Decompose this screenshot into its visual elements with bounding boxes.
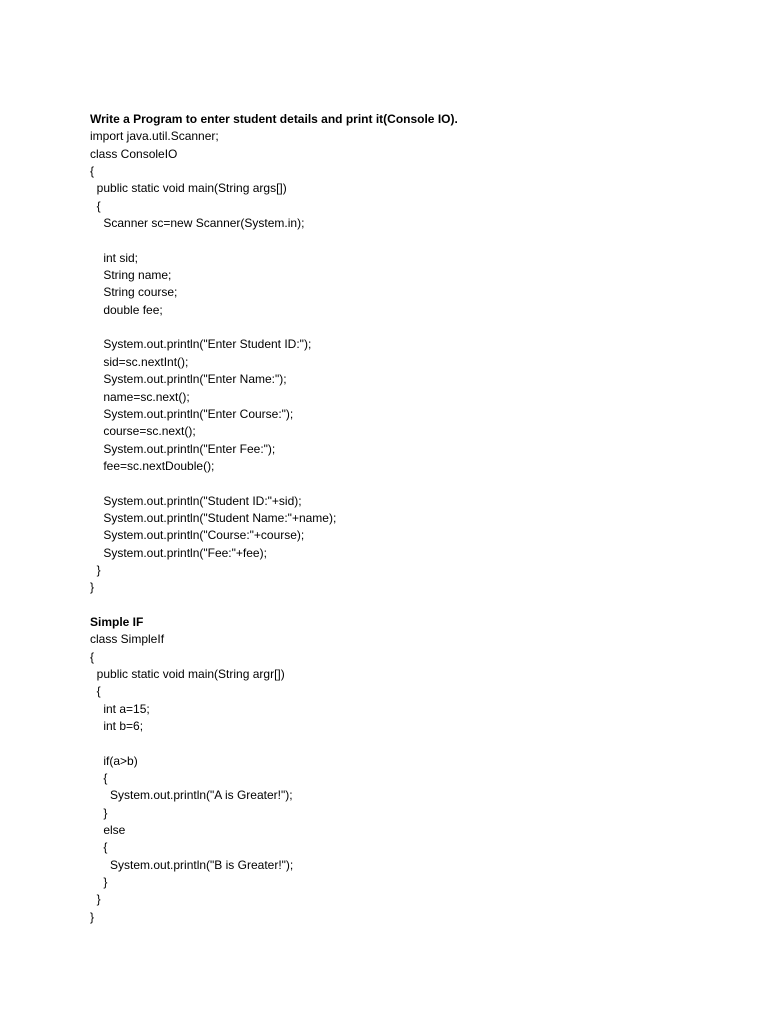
code-line: Scanner sc=new Scanner(System.in); [90, 216, 305, 231]
code-line: String course; [90, 285, 178, 300]
code-line: public static void main(String argr[]) [90, 667, 285, 681]
code-line: System.out.println("Fee:"+fee); [90, 545, 267, 560]
code-line: } [90, 580, 95, 595]
code-line [90, 475, 730, 492]
code-line: int a=15; [90, 701, 150, 716]
code-line: } [90, 875, 108, 890]
code-line: class SimpleIf [90, 632, 165, 647]
code-line: } [90, 562, 101, 577]
code-line: String name; [90, 268, 172, 283]
code-line: import java.util.Scanner; [90, 129, 219, 144]
code-line: } [90, 892, 101, 907]
code-line: System.out.println("Enter Course:"); [90, 406, 294, 421]
code-line: { [90, 771, 108, 786]
code-line: { [90, 684, 101, 699]
code-line: int sid; [90, 250, 139, 265]
code-line: sid=sc.nextInt(); [90, 354, 189, 369]
code-line: { [90, 649, 95, 664]
code-line: else [90, 823, 126, 838]
code-line: class ConsoleIO [90, 146, 178, 161]
code-line: name=sc.next(); [90, 389, 190, 404]
code-line: System.out.println("Enter Name:"); [90, 372, 287, 387]
code-line: if(a>b) [90, 753, 138, 768]
code-line: System.out.println("B is Greater!"); [90, 857, 294, 872]
code-line [90, 597, 730, 614]
code-line: } [90, 909, 95, 924]
code-line: { [90, 840, 108, 855]
code-line: } [90, 805, 108, 820]
code-line [90, 319, 730, 336]
code-line: fee=sc.nextDouble(); [90, 458, 215, 473]
code-line: { [90, 164, 95, 179]
code-line: System.out.println("Student ID:"+sid); [90, 493, 302, 508]
document-page [90, 111, 730, 926]
section-heading: Simple IF [90, 614, 144, 629]
code-line [90, 232, 730, 249]
code-line: System.out.println("Student Name:"+name); [90, 510, 337, 525]
code-line: course=sc.next(); [90, 424, 196, 439]
code-line: System.out.println("A is Greater!"); [90, 788, 293, 803]
code-line: public static void main(String args[]) [90, 181, 287, 196]
code-line [90, 735, 730, 752]
code-line: System.out.println("Enter Fee:"); [90, 441, 276, 456]
code-line: System.out.println("Enter Student ID:"); [90, 337, 312, 352]
code-line: int b=6; [90, 719, 144, 734]
section-heading: Write a Program to enter student details and print it(Console IO). [90, 112, 458, 126]
code-line: System.out.println("Course:"+course); [90, 528, 305, 543]
code-line: { [90, 198, 101, 213]
code-line: double fee; [90, 302, 163, 317]
